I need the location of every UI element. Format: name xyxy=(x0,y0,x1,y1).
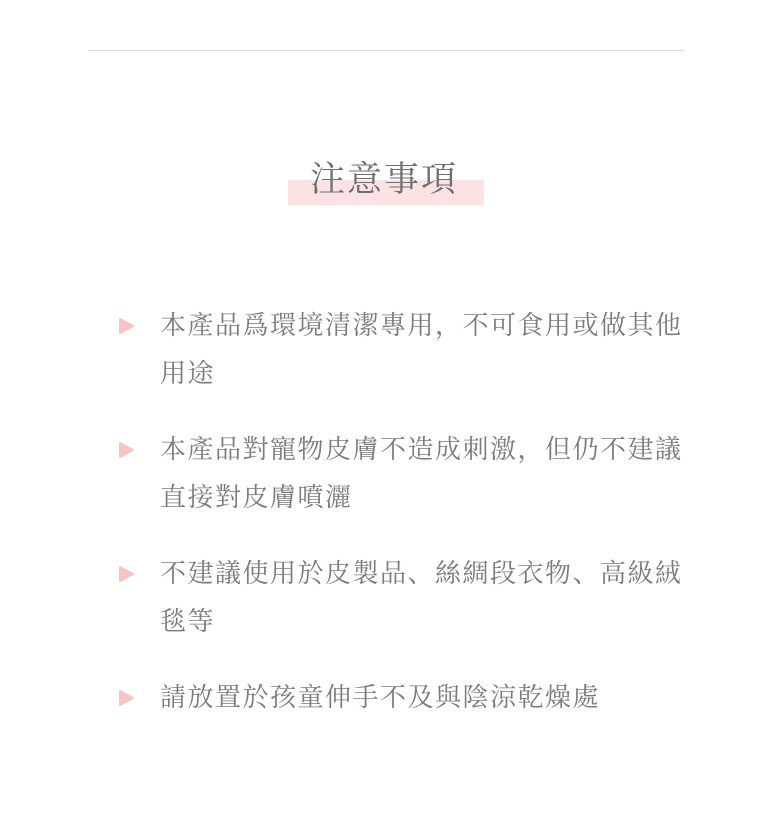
note-text: 本產品對寵物皮膚不造成刺激，但仍不建議直接對皮膚噴灑 xyxy=(160,435,683,513)
note-item xyxy=(112,550,712,646)
pink-triangle-bullet-icon xyxy=(116,688,136,708)
note-item xyxy=(112,674,712,722)
title-wrapper xyxy=(0,154,768,206)
note-text: 不建議使用於皮製品、絲綢段衣物、高級絨毯等 xyxy=(160,559,683,637)
pink-triangle-bullet-icon xyxy=(116,316,136,336)
note-text: 本產品爲環境清潔專用，不可食用或做其他用途 xyxy=(160,311,683,389)
note-item xyxy=(112,426,712,522)
note-text: 請放置於孩童伸手不及與陰涼乾燥處 xyxy=(160,683,601,713)
top-divider xyxy=(88,50,685,51)
notes-list xyxy=(112,302,712,750)
section-title: 注意事項 xyxy=(309,160,458,200)
pink-triangle-bullet-icon xyxy=(116,564,136,584)
pink-triangle-bullet-icon xyxy=(116,440,136,460)
note-item xyxy=(112,302,712,398)
